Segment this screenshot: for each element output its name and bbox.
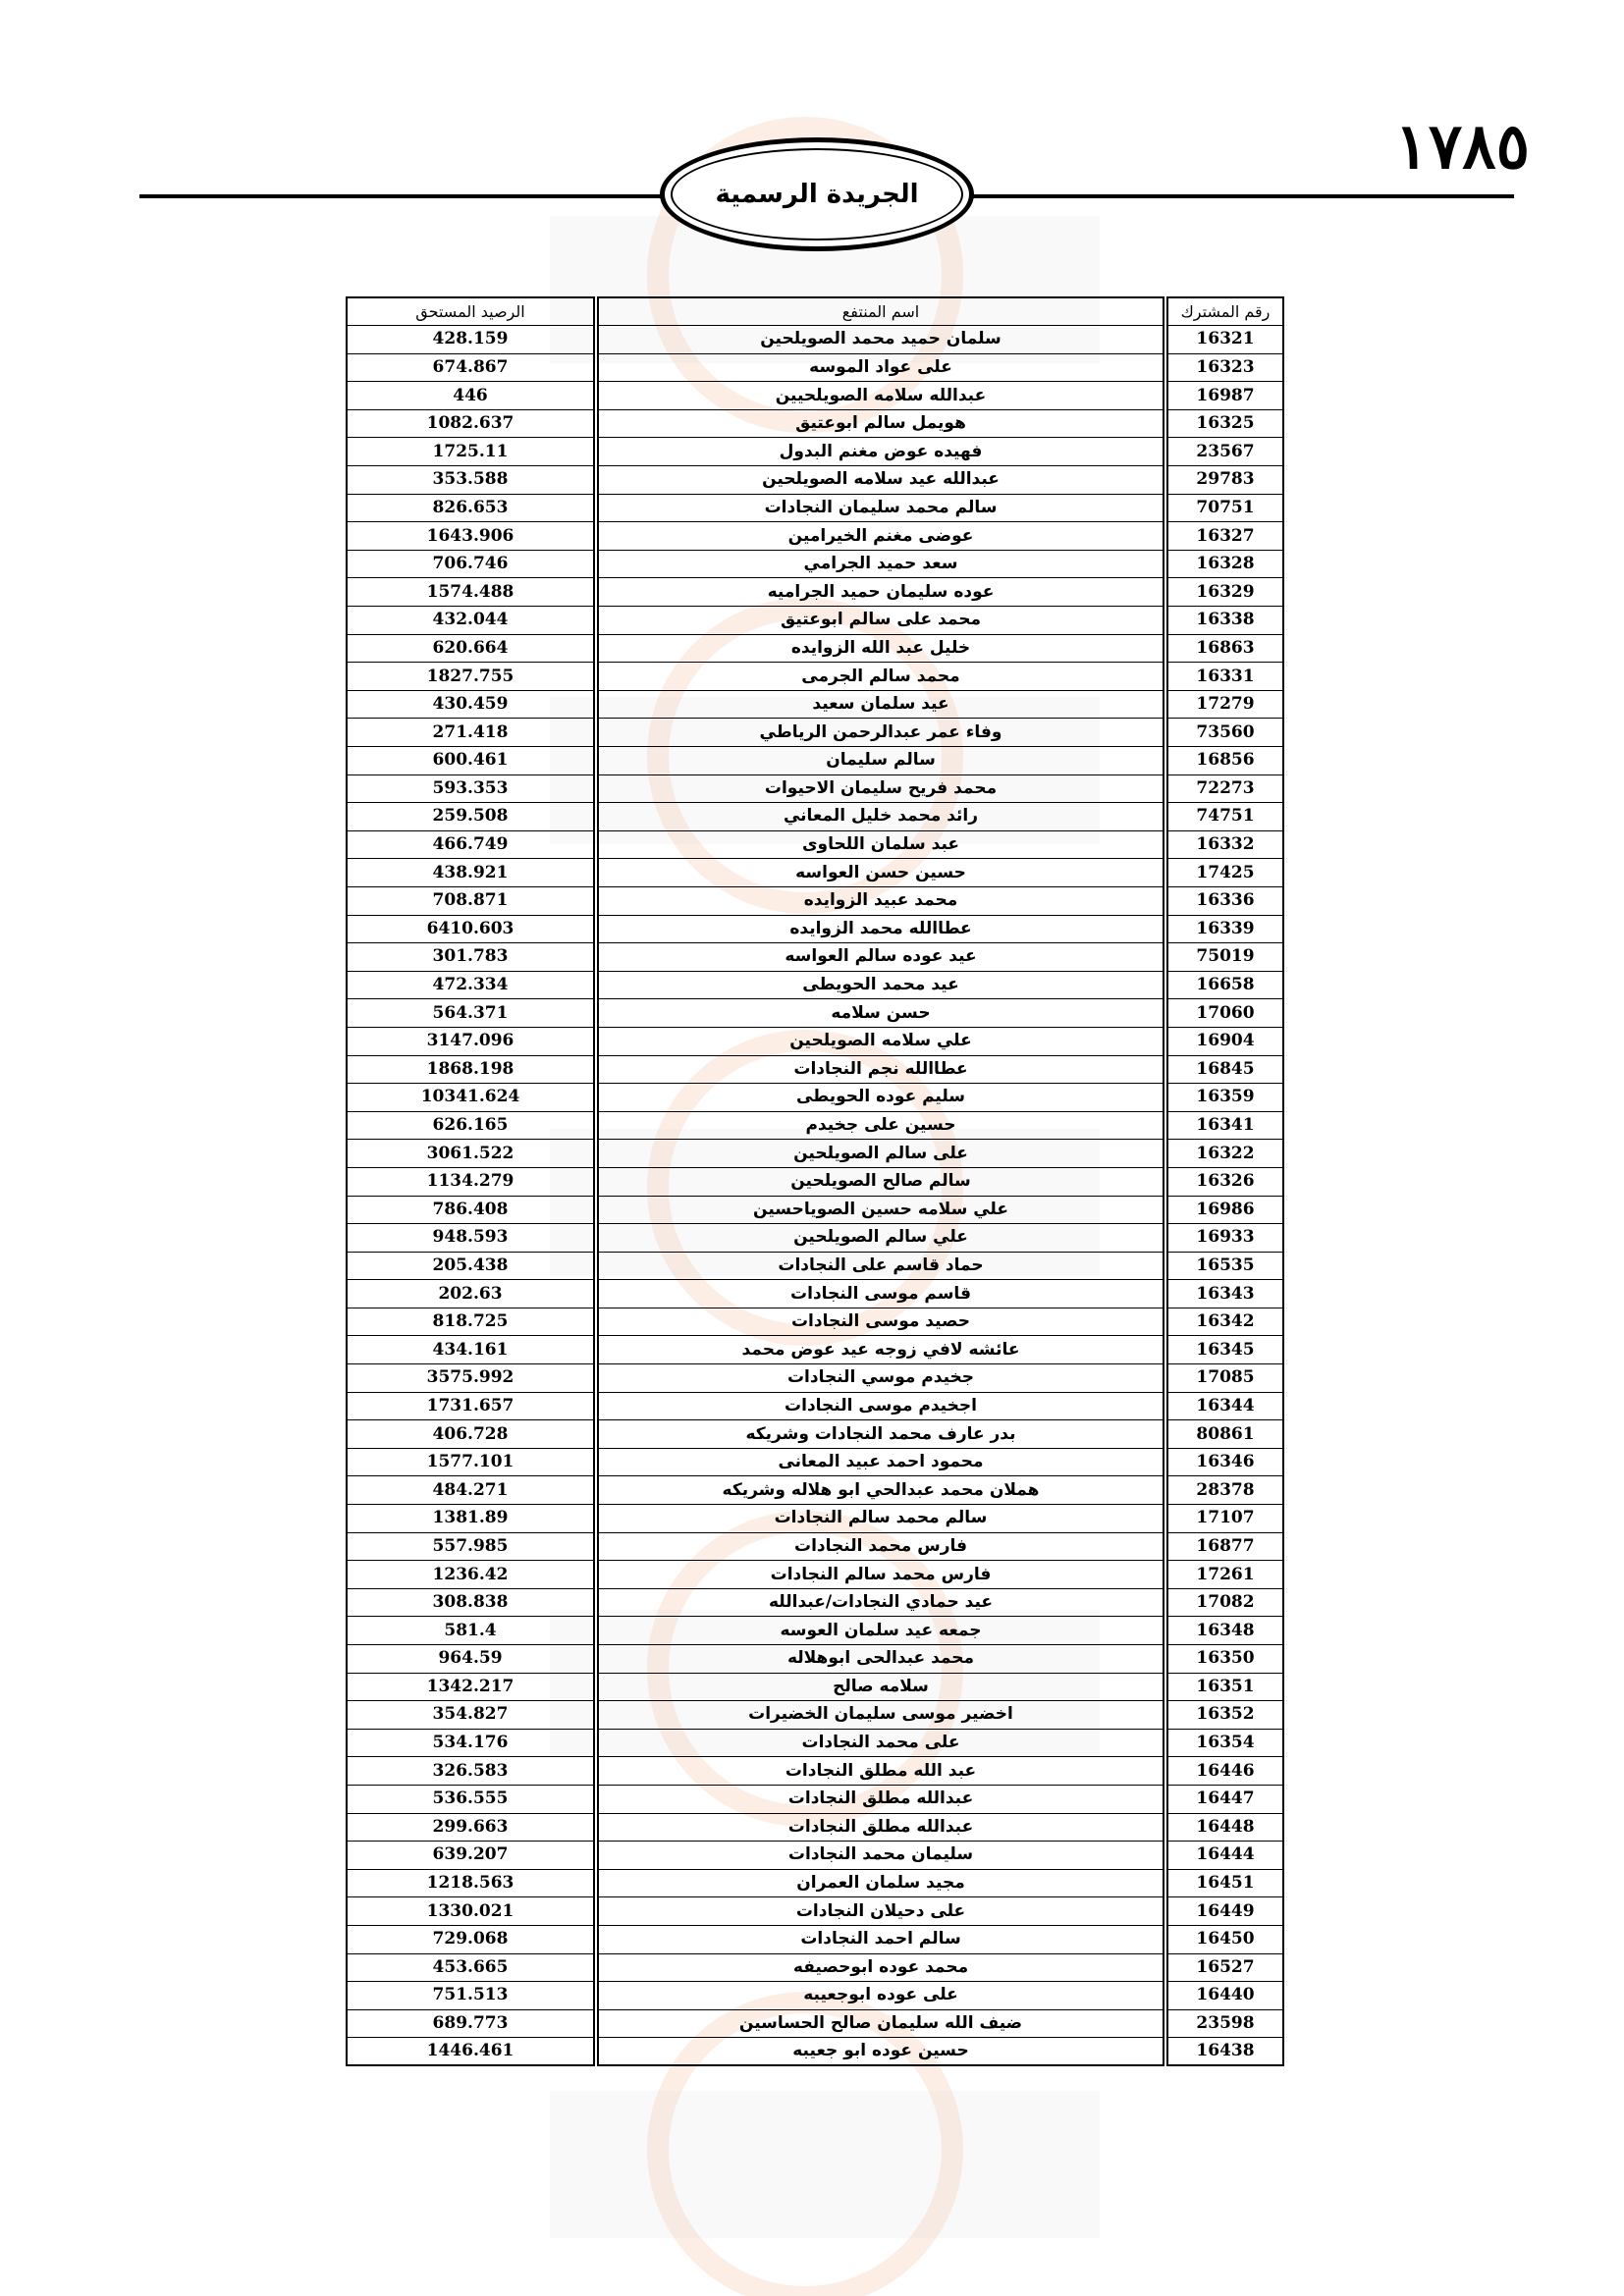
table-row: [347, 1785, 1283, 1813]
beneficiary-name-cell: محمد فريح سليمان الاحيوات: [596, 774, 1165, 803]
subscriber-number-cell: 16444: [1165, 1842, 1283, 1870]
subscriber-number-cell: 72273: [1165, 774, 1283, 803]
table-row: [347, 1392, 1283, 1420]
table-row: [347, 830, 1283, 859]
subscriber-number-cell: 17279: [1165, 690, 1283, 719]
balance-cell: 818.725: [347, 1308, 596, 1336]
subscriber-number-cell: 16877: [1165, 1532, 1283, 1561]
subscriber-number-cell: 16451: [1165, 1869, 1283, 1897]
beneficiary-name-cell: سالم محمد سليمان النجادات: [596, 494, 1165, 522]
subscriber-number-cell: 73560: [1165, 719, 1283, 747]
balance-cell: 826.653: [347, 494, 596, 522]
beneficiary-name-cell: سليمان محمد النجادات: [596, 1842, 1165, 1870]
beneficiary-name-cell: عوده سليمان حميد الجراميه: [596, 578, 1165, 607]
table-row: [347, 1280, 1283, 1308]
subscriber-number-cell: 16341: [1165, 1111, 1283, 1140]
subscriber-number-cell: 16345: [1165, 1336, 1283, 1364]
beneficiary-name-cell: على محمد النجادات: [596, 1729, 1165, 1757]
table-row: [347, 409, 1283, 438]
balance-cell: 786.408: [347, 1196, 596, 1224]
table-row: [347, 1729, 1283, 1757]
subscriber-number-cell: 16342: [1165, 1308, 1283, 1336]
balance-cell: 557.985: [347, 1532, 596, 1561]
beneficiary-name-cell: عبد سلمان اللحاوى: [596, 830, 1165, 859]
subscriber-number-cell: 16987: [1165, 382, 1283, 410]
newspaper-title: الجريدة الرسمية: [715, 180, 919, 209]
subscriber-number-cell: 16933: [1165, 1224, 1283, 1253]
subscriber-number-cell: 16327: [1165, 522, 1283, 551]
balance-cell: 1446.461: [347, 2038, 596, 2066]
subscriber-number-cell: 16352: [1165, 1701, 1283, 1730]
balance-cell: 708.871: [347, 886, 596, 915]
balance-cell: 729.068: [347, 1925, 596, 1953]
balance-cell: 446: [347, 382, 596, 410]
subscriber-number-cell: 16343: [1165, 1280, 1283, 1308]
table-row: [347, 803, 1283, 831]
beneficiary-name-cell: عيد عوده سالم العواسه: [596, 943, 1165, 972]
table-header-row: [347, 297, 1283, 326]
beneficiary-name-cell: محمد على سالم ابوعتيق: [596, 607, 1165, 635]
table-row: [347, 1055, 1283, 1084]
balance-cell: 751.513: [347, 1982, 596, 2010]
subscriber-number-cell: 16450: [1165, 1925, 1283, 1953]
beneficiary-name-cell: هويمل سالم ابوعتيق: [596, 409, 1165, 438]
beneficiary-name-cell: سالم سليمان: [596, 747, 1165, 775]
beneficiary-name-cell: هملان محمد عبدالحي ابو هلاله وشريكه: [596, 1476, 1165, 1505]
subscriber-number-cell: 16904: [1165, 1027, 1283, 1055]
beneficiary-name-cell: جخيدم موسي النجادات: [596, 1364, 1165, 1393]
beneficiary-name-cell: سالم احمد النجادات: [596, 1925, 1165, 1953]
beneficiary-name-cell: محمود احمد عبيد المعانى: [596, 1448, 1165, 1476]
watermark-block: [550, 2091, 1100, 2238]
header-balance-due: الرصيد المستحق: [347, 297, 596, 326]
table-row: [347, 1084, 1283, 1112]
beneficiary-name-cell: عيد سلمان سعيد: [596, 690, 1165, 719]
beneficiary-name-cell: عطاالله نجم النجادات: [596, 1055, 1165, 1084]
balance-cell: 3575.992: [347, 1364, 596, 1393]
subscriber-number-cell: 16323: [1165, 353, 1283, 382]
beneficiary-name-cell: سالم صالح الصويلحين: [596, 1167, 1165, 1196]
title-oval: [660, 137, 974, 251]
table-row: [347, 578, 1283, 607]
table-row: [347, 1476, 1283, 1505]
subscriber-number-cell: 16325: [1165, 409, 1283, 438]
beneficiary-name-cell: عبد الله مطلق النجادات: [596, 1757, 1165, 1786]
table-row: [347, 774, 1283, 803]
subscriber-number-cell: 17082: [1165, 1588, 1283, 1617]
table-row: [347, 1842, 1283, 1870]
subscriber-number-cell: 17261: [1165, 1561, 1283, 1589]
table-row: [347, 1869, 1283, 1897]
balance-cell: 299.663: [347, 1813, 596, 1842]
beneficiary-name-cell: سالم محمد سالم النجادات: [596, 1505, 1165, 1533]
subscriber-number-cell: 16326: [1165, 1167, 1283, 1196]
subscriber-number-cell: 16321: [1165, 326, 1283, 354]
subscriber-number-cell: 16449: [1165, 1897, 1283, 1926]
balance-cell: 3061.522: [347, 1140, 596, 1168]
balance-cell: 406.728: [347, 1420, 596, 1449]
balance-cell: 689.773: [347, 2009, 596, 2038]
beneficiary-name-cell: خليل عبد الله الزوايده: [596, 634, 1165, 663]
beneficiary-name-cell: حسن سلامه: [596, 999, 1165, 1028]
table-row: [347, 943, 1283, 972]
balance-cell: 301.783: [347, 943, 596, 972]
table-row: [347, 1140, 1283, 1168]
balance-cell: 432.044: [347, 607, 596, 635]
subscriber-number-cell: 16658: [1165, 971, 1283, 999]
beneficiary-name-cell: سلمان حميد محمد الصويلحين: [596, 326, 1165, 354]
beneficiary-name-cell: سلامه صالح: [596, 1673, 1165, 1701]
beneficiary-name-cell: فارس محمد سالم النجادات: [596, 1561, 1165, 1589]
subscriber-number-cell: 16986: [1165, 1196, 1283, 1224]
table-row: [347, 634, 1283, 663]
beneficiary-name-cell: قاسم موسى النجادات: [596, 1280, 1165, 1308]
beneficiary-name-cell: علي سلامه حسين الصوياحسين: [596, 1196, 1165, 1224]
subscriber-number-cell: 16344: [1165, 1392, 1283, 1420]
balance-cell: 1725.11: [347, 438, 596, 466]
beneficiary-name-cell: على سالم الصويلحين: [596, 1140, 1165, 1168]
balance-cell: 674.867: [347, 353, 596, 382]
subscriber-number-cell: 16346: [1165, 1448, 1283, 1476]
subscriber-number-cell: 23567: [1165, 438, 1283, 466]
balance-cell: 1381.89: [347, 1505, 596, 1533]
balance-cell: 6410.603: [347, 915, 596, 943]
beneficiary-name-cell: علي سالم الصويلحين: [596, 1224, 1165, 1253]
balance-cell: 1574.488: [347, 578, 596, 607]
balance-cell: 593.353: [347, 774, 596, 803]
balance-cell: 964.59: [347, 1645, 596, 1674]
subscriber-number-cell: 74751: [1165, 803, 1283, 831]
subscriber-number-cell: 28378: [1165, 1476, 1283, 1505]
header-subscriber-number: رقم المشترك: [1165, 297, 1283, 326]
beneficiaries-table: [346, 296, 1284, 2066]
subscriber-number-cell: 16354: [1165, 1729, 1283, 1757]
header-beneficiary-name: اسم المنتفع: [596, 297, 1165, 326]
balance-cell: 259.508: [347, 803, 596, 831]
table-row: [347, 663, 1283, 691]
subscriber-number-cell: 16331: [1165, 663, 1283, 691]
table-row: [347, 1757, 1283, 1786]
table-row: [347, 1448, 1283, 1476]
beneficiary-name-cell: على عواد الموسه: [596, 353, 1165, 382]
subscriber-number-cell: 16535: [1165, 1252, 1283, 1280]
table-row: [347, 1167, 1283, 1196]
table-row: [347, 1813, 1283, 1842]
beneficiary-name-cell: جمعه عيد سلمان العوسه: [596, 1617, 1165, 1645]
subscriber-number-cell: 16856: [1165, 747, 1283, 775]
page-number: ١٧٨٥: [1394, 110, 1530, 184]
beneficiary-name-cell: بدر عارف محمد النجادات وشريكه: [596, 1420, 1165, 1449]
table-row: [347, 550, 1283, 578]
balance-cell: 1218.563: [347, 1869, 596, 1897]
table-row: [347, 690, 1283, 719]
beneficiary-name-cell: عيد حمادي النجادات/عبدالله: [596, 1588, 1165, 1617]
subscriber-number-cell: 16339: [1165, 915, 1283, 943]
table-row: [347, 2009, 1283, 2038]
balance-cell: 438.921: [347, 859, 596, 887]
beneficiary-name-cell: عوضى مغنم الخيرامين: [596, 522, 1165, 551]
beneficiary-name-cell: عبدالله مطلق النجادات: [596, 1785, 1165, 1813]
balance-cell: 308.838: [347, 1588, 596, 1617]
table-row: [347, 886, 1283, 915]
beneficiary-name-cell: حسين حسن العواسه: [596, 859, 1165, 887]
subscriber-number-cell: 16338: [1165, 607, 1283, 635]
beneficiary-name-cell: علي سلامه الصويلحين: [596, 1027, 1165, 1055]
beneficiary-name-cell: عبدالله مطلق النجادات: [596, 1813, 1165, 1842]
table-row: [347, 1420, 1283, 1449]
table-row: [347, 382, 1283, 410]
table-row: [347, 607, 1283, 635]
subscriber-number-cell: 16527: [1165, 1953, 1283, 1982]
table-row: [347, 1505, 1283, 1533]
balance-cell: 581.4: [347, 1617, 596, 1645]
table-row: [347, 1224, 1283, 1253]
table-row: [347, 1588, 1283, 1617]
subscriber-number-cell: 16440: [1165, 1982, 1283, 2010]
beneficiary-name-cell: حسين عوده ابو جعيبه: [596, 2038, 1165, 2066]
beneficiary-name-cell: عيد محمد الحويطى: [596, 971, 1165, 999]
table-row: [347, 1897, 1283, 1926]
table-row: [347, 1701, 1283, 1730]
beneficiary-name-cell: فهيده عوض مغنم البدول: [596, 438, 1165, 466]
subscriber-number-cell: 70751: [1165, 494, 1283, 522]
beneficiary-name-cell: محمد عبدالحى ابوهلاله: [596, 1645, 1165, 1674]
beneficiary-name-cell: فارس محمد النجادات: [596, 1532, 1165, 1561]
balance-cell: 620.664: [347, 634, 596, 663]
subscriber-number-cell: 16322: [1165, 1140, 1283, 1168]
balance-cell: 430.459: [347, 690, 596, 719]
table-row: [347, 859, 1283, 887]
table-row: [347, 1252, 1283, 1280]
balance-cell: 453.665: [347, 1953, 596, 1982]
table-row: [347, 1925, 1283, 1953]
table-row: [347, 494, 1283, 522]
balance-cell: 466.749: [347, 830, 596, 859]
balance-cell: 1577.101: [347, 1448, 596, 1476]
beneficiary-name-cell: عبدالله سلامه الصويلحيين: [596, 382, 1165, 410]
table-row: [347, 1532, 1283, 1561]
beneficiary-name-cell: على دحيلان النجادات: [596, 1897, 1165, 1926]
subscriber-number-cell: 16351: [1165, 1673, 1283, 1701]
balance-cell: 600.461: [347, 747, 596, 775]
table-row: [347, 971, 1283, 999]
subscriber-number-cell: 16359: [1165, 1084, 1283, 1112]
balance-cell: 1342.217: [347, 1673, 596, 1701]
balance-cell: 472.334: [347, 971, 596, 999]
beneficiary-name-cell: رائد محمد خليل المعاني: [596, 803, 1165, 831]
beneficiary-name-cell: محمد سالم الجرمى: [596, 663, 1165, 691]
table-row: [347, 1982, 1283, 2010]
beneficiary-name-cell: عائشه لافي زوجه عيد عوض محمد: [596, 1336, 1165, 1364]
table-row: [347, 2038, 1283, 2066]
subscriber-number-cell: 16863: [1165, 634, 1283, 663]
table-row: [347, 999, 1283, 1028]
subscriber-number-cell: 16447: [1165, 1785, 1283, 1813]
beneficiary-name-cell: سليم عوده الحويطى: [596, 1084, 1165, 1112]
subscriber-number-cell: 75019: [1165, 943, 1283, 972]
subscriber-number-cell: 16438: [1165, 2038, 1283, 2066]
balance-cell: 353.588: [347, 466, 596, 495]
balance-cell: 948.593: [347, 1224, 596, 1253]
table-row: [347, 1027, 1283, 1055]
table-row: [347, 522, 1283, 551]
balance-cell: 1827.755: [347, 663, 596, 691]
balance-cell: 1134.279: [347, 1167, 596, 1196]
table-row: [347, 1617, 1283, 1645]
table-row: [347, 1308, 1283, 1336]
balance-cell: 202.63: [347, 1280, 596, 1308]
balance-cell: 1082.637: [347, 409, 596, 438]
balance-cell: 354.827: [347, 1701, 596, 1730]
subscriber-number-cell: 16348: [1165, 1617, 1283, 1645]
beneficiary-name-cell: حماد قاسم على النجادات: [596, 1252, 1165, 1280]
beneficiary-name-cell: عبدالله عيد سلامه الصويلحين: [596, 466, 1165, 495]
beneficiary-name-cell: محمد عبيد الزوايده: [596, 886, 1165, 915]
subscriber-number-cell: 17060: [1165, 999, 1283, 1028]
beneficiary-name-cell: محمد عوده ابوحصيفه: [596, 1953, 1165, 1982]
balance-cell: 536.555: [347, 1785, 596, 1813]
balance-cell: 10341.624: [347, 1084, 596, 1112]
balance-cell: 1330.021: [347, 1897, 596, 1926]
beneficiary-name-cell: اجخيدم موسى النجادات: [596, 1392, 1165, 1420]
beneficiary-name-cell: حسين على جخيدم: [596, 1111, 1165, 1140]
balance-cell: 1236.42: [347, 1561, 596, 1589]
beneficiary-name-cell: سعد حميد الجرامي: [596, 550, 1165, 578]
balance-cell: 706.746: [347, 550, 596, 578]
subscriber-number-cell: 16446: [1165, 1757, 1283, 1786]
table-row: [347, 1673, 1283, 1701]
subscriber-number-cell: 16448: [1165, 1813, 1283, 1842]
beneficiary-name-cell: على عوده ابوجعيبه: [596, 1982, 1165, 2010]
subscriber-number-cell: 23598: [1165, 2009, 1283, 2038]
subscriber-number-cell: 17107: [1165, 1505, 1283, 1533]
subscriber-number-cell: 16332: [1165, 830, 1283, 859]
balance-cell: 326.583: [347, 1757, 596, 1786]
table-row: [347, 438, 1283, 466]
table-row: [347, 326, 1283, 354]
table-row: [347, 1364, 1283, 1393]
balance-cell: 205.438: [347, 1252, 596, 1280]
beneficiary-name-cell: وفاء عمر عبدالرحمن الرياطي: [596, 719, 1165, 747]
balance-cell: 564.371: [347, 999, 596, 1028]
table-row: [347, 466, 1283, 495]
balance-cell: 271.418: [347, 719, 596, 747]
subscriber-number-cell: 17085: [1165, 1364, 1283, 1393]
balance-cell: 428.159: [347, 326, 596, 354]
beneficiary-name-cell: ضيف الله سليمان صالح الحساسين: [596, 2009, 1165, 2038]
table-row: [347, 1111, 1283, 1140]
subscriber-number-cell: 80861: [1165, 1420, 1283, 1449]
subscriber-number-cell: 16329: [1165, 578, 1283, 607]
subscriber-number-cell: 29783: [1165, 466, 1283, 495]
balance-cell: 434.161: [347, 1336, 596, 1364]
balance-cell: 1731.657: [347, 1392, 596, 1420]
table-row: [347, 353, 1283, 382]
balance-cell: 484.271: [347, 1476, 596, 1505]
balance-cell: 1868.198: [347, 1055, 596, 1084]
table-row: [347, 1336, 1283, 1364]
balance-cell: 534.176: [347, 1729, 596, 1757]
subscriber-number-cell: 16328: [1165, 550, 1283, 578]
balance-cell: 1643.906: [347, 522, 596, 551]
beneficiary-name-cell: حصيد موسى النجادات: [596, 1308, 1165, 1336]
balance-cell: 639.207: [347, 1842, 596, 1870]
beneficiary-name-cell: عطاالله محمد الزوايده: [596, 915, 1165, 943]
table-row: [347, 1953, 1283, 1982]
subscriber-number-cell: 16845: [1165, 1055, 1283, 1084]
subscriber-number-cell: 16336: [1165, 886, 1283, 915]
beneficiary-name-cell: اخضير موسى سليمان الخضيرات: [596, 1701, 1165, 1730]
table-row: [347, 1561, 1283, 1589]
balance-cell: 3147.096: [347, 1027, 596, 1055]
balance-cell: 626.165: [347, 1111, 596, 1140]
table-row: [347, 747, 1283, 775]
table-row: [347, 1645, 1283, 1674]
table-row: [347, 915, 1283, 943]
table-row: [347, 1196, 1283, 1224]
table-row: [347, 719, 1283, 747]
subscriber-number-cell: 17425: [1165, 859, 1283, 887]
subscriber-number-cell: 16350: [1165, 1645, 1283, 1674]
beneficiary-name-cell: مجيد سلمان العمران: [596, 1869, 1165, 1897]
